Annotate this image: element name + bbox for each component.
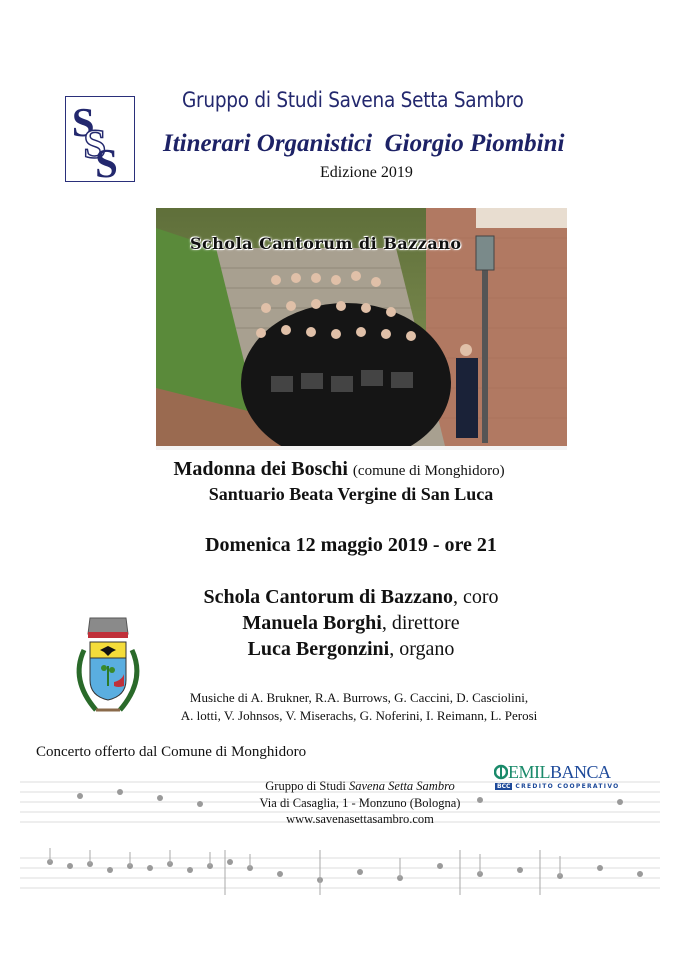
concert-sponsor-note: Concerto offerto dal Comune di Monghidoro — [36, 744, 307, 760]
performer-role: , coro — [452, 586, 499, 608]
sss-monogram-icon — [66, 97, 134, 181]
svg-text:S: S — [95, 140, 118, 181]
organization-name: Gruppo di Studi Savena Setta Sambro — [182, 88, 524, 112]
program-composers-line2: A. lotti, V. Johnsos, V. Miserachs, G. Noferini, I. Reimann, L. Perosi — [180, 708, 538, 723]
organizer-italic-name: Savena Setta Sambro — [348, 779, 455, 793]
series-title: Itinerari Organistici Giorgio Piombini — [163, 130, 565, 157]
organizer-address: Via di Casaglia, 1 - Monzuno (Bologna) — [259, 796, 461, 810]
organizer-name — [200, 779, 520, 794]
edition-label: Edizione 2019 — [320, 164, 413, 181]
organizer-prefix: Gruppo di Studi — [265, 779, 349, 793]
performer-role: , direttore — [381, 612, 460, 634]
venue-municipality: (comune di Monghidoro) — [352, 463, 505, 479]
venue-line — [0, 458, 678, 481]
performer-name: Manuela Borghi — [242, 612, 382, 634]
svg-text:S: S — [83, 121, 107, 167]
program-composers-line1: Musiche di A. Brukner, R.A. Burrows, G. Caccini, D. Casciolini, — [189, 690, 529, 705]
emilbanca-mark-icon — [494, 764, 508, 780]
event-date-time: Domenica 12 maggio 2019 - ore 21 — [205, 534, 497, 556]
performer-choir — [12, 586, 678, 609]
performer-name: Luca Bergonzini — [247, 638, 390, 660]
bcc-badge: BCC — [497, 783, 511, 790]
sss-logo — [65, 96, 135, 182]
choir-photo — [156, 208, 567, 450]
bank-name: EMILBANCA — [508, 762, 611, 782]
performer-name: Schola Cantorum di Bazzano — [203, 586, 453, 608]
bank-subtitle: BCC CREDITO COOPERATIVO — [497, 783, 620, 790]
emilbanca-logo — [493, 762, 620, 796]
svg-text:S: S — [71, 100, 95, 146]
sanctuary-name: Santuario Beata Vergine di San Luca — [208, 484, 494, 504]
photo-caption: Schola Cantorum di Bazzano — [190, 234, 462, 253]
venue-name: Madonna dei Boschi — [173, 458, 348, 480]
organizer-website-link[interactable]: www.savenasettasambro.com — [286, 812, 434, 826]
performer-role: , organo — [389, 638, 455, 660]
